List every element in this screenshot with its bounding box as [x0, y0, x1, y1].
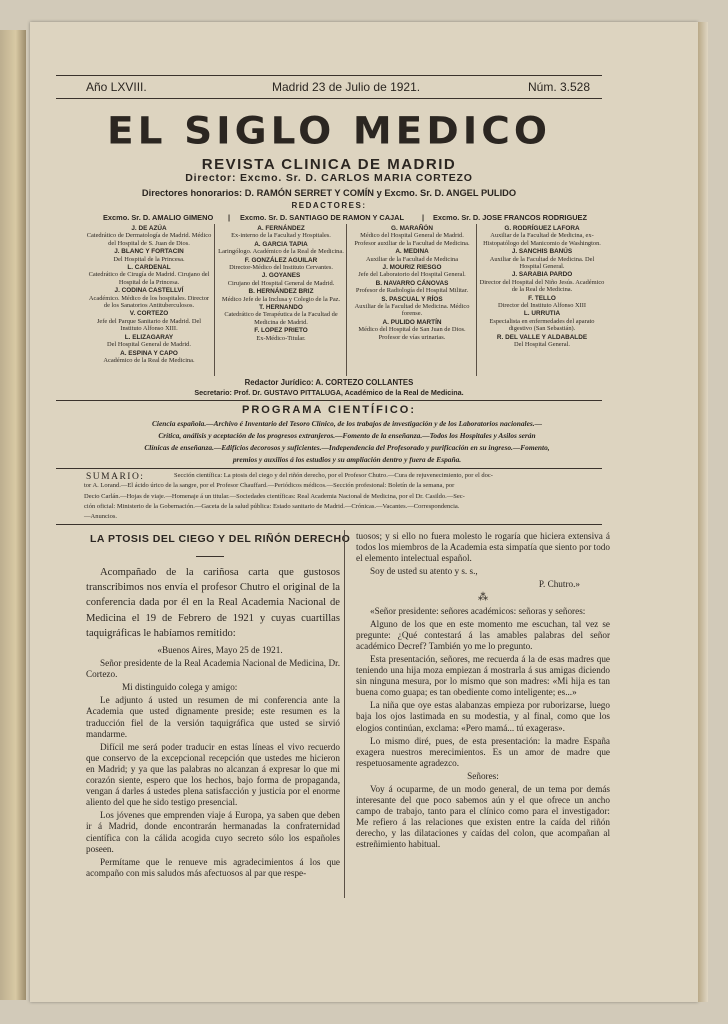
asterism: ⁂	[478, 592, 488, 604]
editor-description: Director del Hospital del Niño Jesús. Académico de la Real de Medicina.	[479, 278, 605, 294]
editor-name: L. ELIZAGARAY	[124, 333, 174, 341]
speech-paragraph: Voy á ocuparme, de un modo general, de un tema por demás interesante del que poco sabemos aún y el que ofrece un ancho campo de trabajo, tanto para el clínico como para el investigador: Me refiero á las relaciones que existen entre la caída del riñón derecho, y las dilataciones y caídas del colon, que acompañan al estreñimiento habitual.	[356, 783, 610, 850]
editor-description: Catedrático de Terapéutica de la Facultad de Medicina de Madrid.	[224, 311, 338, 326]
program-line: Crítica, análisis y aceptación de los progresos extranjeros.—Fomento de la enseñanza.—Todos los Hospitales y Asilos serán	[158, 431, 536, 440]
chief-redactor-cajal: Excmo. Sr. D. SANTIAGO DE RAMON Y CAJAL	[240, 213, 404, 222]
title-rule	[196, 556, 224, 557]
editor-name: J. MOURIZ RIESGO	[382, 264, 442, 272]
editor-description: Académico. Médico de los hospitales. Director de los Sanatorios Antituberculosos.	[88, 294, 210, 310]
editor-name: F. TELLO	[528, 294, 556, 302]
editor-name: L. CARDENAL	[127, 264, 171, 272]
editor-name: B. HERNÁNDEZ BRIZ	[248, 288, 314, 296]
editors-column-4	[479, 224, 605, 350]
program-line: premios y auxilios á los estudios y su ampliación dentro y fuera de España.	[232, 455, 462, 464]
program-title: PROGRAMA CIENTÍFICO:	[241, 404, 417, 416]
editor-name: A. FERNÁNDEZ	[257, 225, 305, 232]
editor-name: A. MEDINA	[395, 248, 429, 256]
secretary: Secretario: Prof. Dr. GUSTAVO PITTALUGA, Académico de la Real de Medicina.	[194, 388, 464, 397]
editor-description: Ex-interno de la Facultad y Hospitales.	[231, 232, 331, 240]
summary-text	[84, 471, 608, 522]
editors-column-2	[218, 224, 344, 343]
chief-redactor-gimeno: Excmo. Sr. D. AMALIO GIMENO	[103, 213, 214, 222]
editor-description: Auxiliar de la Facultad de Medicina	[365, 255, 459, 263]
letter-addressee: Señor presidente de la Real Academia Nacional de Medicina, Dr. Cortezo.	[86, 658, 340, 680]
summary-line: Sección científica: La ptosis del ciego y del riñón derecho, por el Profesor Chutro.—Cura de rejuvenecimiento, por el doc-	[174, 472, 493, 479]
chief-redactor-francos: Excmo. Sr. D. JOSE FRANCOS RODRIGUEZ	[433, 213, 588, 222]
letter-greeting: Mi distinguido colega y amigo:	[122, 682, 238, 693]
editor-description: Académico de la Real de Medicina.	[103, 356, 195, 364]
editor-name: J. DE AZÚA	[131, 225, 167, 232]
letter-paragraph: Difícil me será poder traducir en estas líneas el vivo recuerdo que conservo de la excepcional recepción que ustedes me hicieron en Madrid; y ya que las palabras no alcanzan á expresar lo que mi corazón siente, espero que los hechos, bajo forma de propaganda, vengan á darles á ustedes plena satisfacción y justicia por el enorme aliento del que he sido testigo presencial.	[86, 741, 340, 808]
juridical-editor: Redactor Jurídico: A. CORTEZO COLLANTES	[244, 378, 414, 387]
editor-name: J. BLANC Y FORTACIN	[114, 248, 184, 256]
editors-column-3	[349, 224, 475, 342]
editor-description: Del Hospital General.	[514, 341, 570, 349]
editor-name: B. NAVARRO CÁNOVAS	[375, 279, 449, 287]
editor-description: Catedrático de Dermatología de Madrid. Médico del Hospital de S. Juan de Dios.	[86, 232, 212, 247]
summary-line: tor A. Lorand.—El ácido úrico de la sangre, por el Profesor Chauffard.—Periódicos médicos.—Sección profesional: Boletín de la semana, por	[84, 482, 455, 490]
editor-name: V. CORTEZO	[129, 310, 169, 318]
article-intro: Acompañado de la cariñosa carta que gustosos transcribimos nos envía el profesor Chutro el original de la conferencia dada por él en la Real Academia Nacional de Medicina el 19 de Febrero de 1921 y cuyas cuartillas taquigráficas le habíamos remitido:	[86, 567, 340, 639]
editor-name: J. SANCHIS BANÚS	[511, 248, 573, 256]
program-bottom-rule	[56, 468, 602, 469]
heads-separator: |	[228, 213, 231, 222]
speech-paragraph: Alguno de los que en este momento me escuchan, tal vez se pregunte: ¿Qué contestará á las amables palabras del señor académico Decref? También yo me lo pregunto.	[356, 618, 610, 651]
editor-name: S. PASCUAL Y RÍOS	[381, 295, 443, 303]
editor-name: L. URRUTIA	[523, 310, 561, 318]
editor-description: Médico del Hospital General de Madrid. Profesor auxiliar de la Facultad de Medicina.	[354, 232, 470, 247]
summary-line: ción oficial: Ministerio de la Gobernación.—Gaceta de la salud pública: Estado sanitario de Madrid.—Crónicas.—Vacantes.—Correspondencia.	[84, 502, 460, 510]
letter-place-date: «Buenos Aires, Mayo 25 de 1921.	[157, 645, 283, 656]
letter-paragraph: Le adjunto á usted un resumen de mi conferencia ante la Academia que usted dignamente preside; este resumen es la traducción fiel de la versión taquigráfica que usted se sirvió mandarme.	[86, 695, 340, 739]
masthead-title: EL SIGLO MEDICO	[107, 110, 551, 153]
editor-description: Director-Médico del Instituto Cervantes.	[229, 264, 333, 272]
editor-description: Especialista en enfermedades del aparato digestivo (San Sebastián).	[489, 317, 595, 333]
speech-paragraph: La niña que oye estas alabanzas empieza por ruborizarse, luego baja los ojos lastimada en su modestia, y al final, como que los elogios continúan, exclama: «Pero mamá... tú exageras».	[356, 700, 610, 733]
editor-description: Director del Instituto Alfonso XIII	[497, 302, 587, 310]
editor-description: Jefe del Laboratorio del Hospital General.	[358, 271, 466, 279]
issue-year: Año LXVIII.	[86, 80, 147, 94]
editor-name: G. MARAÑÓN	[391, 225, 433, 232]
issue-date: Madrid 23 de Julio de 1921.	[272, 80, 421, 94]
article-title: LA PTOSIS DEL CIEGO Y DEL RIÑÓN DERECHO	[90, 533, 351, 545]
program-text	[84, 418, 610, 466]
editor-name: F. LOPEZ PRIETO	[254, 327, 308, 335]
editor-name: G. RODRÍGUEZ LAFORA	[504, 225, 580, 232]
editor-name: A. PULIDO MARTÍN	[382, 318, 442, 326]
column-divider	[346, 224, 347, 376]
editor-description: Auxiliar de la Facultad de Medicina. Médico forense.	[354, 303, 470, 318]
previous-page-edge	[0, 30, 26, 1000]
editor-name: A. GARCIA TAPIA	[254, 240, 308, 248]
editor-name: J. SARABIA PARDO	[511, 271, 573, 279]
editor-name: J. CODINA CASTELLVÍ	[114, 287, 184, 295]
speech-paragraph: «Señor presidente: señores académicos: señoras y señores:	[370, 605, 586, 616]
masthead-subtitle: REVISTA CLINICA DE MADRID	[201, 156, 457, 173]
editor-description: Del Hospital General de Madrid.	[107, 341, 191, 349]
editor-description: Médico del Hospital de San Juan de Dios. Profesor de vías urinarias.	[358, 326, 466, 341]
speech-heading: Señores:	[467, 770, 499, 781]
summary-line: —Anuncios.	[84, 513, 118, 521]
letter-closing: Soy de usted su atento y s. s.,	[370, 566, 478, 577]
editor-name: F. GONZÁLEZ AGUILAR	[244, 256, 318, 264]
editor-description: Profesor de Radiología del Hospital Militar.	[355, 287, 469, 295]
issue-number: Núm. 3.528	[528, 80, 591, 94]
summary-line: Decio Carlán.—Hojas de viaje.—Homenaje á un titular.—Sociedades científicas: Real Academia Nacional de Medicina, por el Dr. Casildo.—Sec-	[84, 492, 465, 500]
editor-name: T. HERNANDO	[259, 304, 303, 312]
letter-paragraph: Permítame que le renueve mis agradecimientos á los que acompaño con mis saludos más afectuosos al par que respe-	[86, 856, 340, 878]
editor-name: A. ESPINA Y CAPO	[120, 349, 178, 357]
letter-continuation: tuosos; y si ello no fuera molesto le rogaría que hiciera extensiva á todos los miembros de la Academia esta simpatía que siento por todo el elemento intelectual español.	[356, 531, 610, 564]
masthead-director: Director: Excmo. Sr. D. CARLOS MARIA CORTEZO	[185, 172, 473, 184]
editor-description: Médico Jefe de la Inclusa y Colegio de la Paz.	[221, 295, 341, 303]
summary-bottom-rule	[56, 524, 602, 525]
editors-column-1	[86, 224, 212, 365]
speech-paragraph: Lo mismo diré, pues, de esta presentación: la madre España exagera nuestros merecimientos. Es un amor de madre que respetuosamente agradezco.	[356, 735, 610, 768]
editor-description: Jefe del Parque Sanitario de Madrid. Del Instituto Alfonso XIII.	[96, 317, 202, 333]
header-bottom-rule	[56, 98, 602, 99]
editors-bottom-rule	[56, 400, 602, 401]
editor-description: Auxiliar de la Facultad de Medicina. Del Hospital General.	[489, 255, 595, 271]
article-column-divider	[344, 530, 345, 898]
heads-separator: |	[422, 213, 425, 222]
program-line: Clínicas de enseñanza.—Edificios decorosos y suficientes.—Independencia del Profesorado y purificación en su ingreso.—Fomento,	[144, 443, 550, 452]
column-divider	[214, 224, 215, 376]
redactores-label: REDACTORES:	[291, 201, 367, 210]
header-top-rule	[56, 75, 602, 76]
editor-name: J. GOYANES	[261, 272, 301, 280]
page-stack-edge	[698, 22, 708, 1002]
editor-name: R. DEL VALLE Y ALDABALDE	[496, 333, 588, 341]
editor-description: Laringólogo. Académico de la Real de Medicina.	[218, 248, 344, 256]
editor-description: Ex-Médico-Titular.	[256, 334, 306, 342]
column-divider	[476, 224, 477, 376]
speech-paragraph: Esta presentación, señores, me recuerda á la de esas madres que teniendo una hija moza empiezan á mostrarla á sus amigas diciendo sin ninguna mesura, por lo mismo que son madres: «Mi hija es tan buena como guapa; es tan obediente como inteligente; es...»	[356, 653, 610, 698]
editor-description: Catedrático de Cirugía de Madrid. Cirujano del Hospital de la Princesa.	[88, 271, 210, 286]
editor-description: Del Hospital de la Princesa.	[113, 255, 185, 263]
letter-paragraph: Los jóvenes que emprenden viaje á Europa, ya saben que deben ir á Madrid, donde encontrarán hermanadas la confraternidad científica con la cálida acogida cuyo secreto sólo los españoles poseen.	[86, 810, 340, 854]
article-left-column	[86, 565, 340, 881]
honorary-directors: Directores honorarios: D. RAMÓN SERRET Y COMÍN y Excmo. Sr. D. ANGEL PULIDO	[141, 188, 517, 198]
article-right-column	[356, 531, 610, 853]
program-line: Ciencia española.—Archivo é Inventario del Tesoro Clínico, de los trabajos de investigación y de los Laboratorios nacionales.—	[152, 419, 542, 428]
summary-label: SUMARIO:	[86, 472, 145, 482]
editor-description: Auxiliar de la Facultad de Medicina, ex-Histopatólogo del Manicomio de Washington.	[483, 232, 601, 247]
editor-description: Cirujano del Hospital General de Madrid.	[227, 279, 335, 287]
letter-signature: P. Chutro.»	[538, 579, 580, 590]
